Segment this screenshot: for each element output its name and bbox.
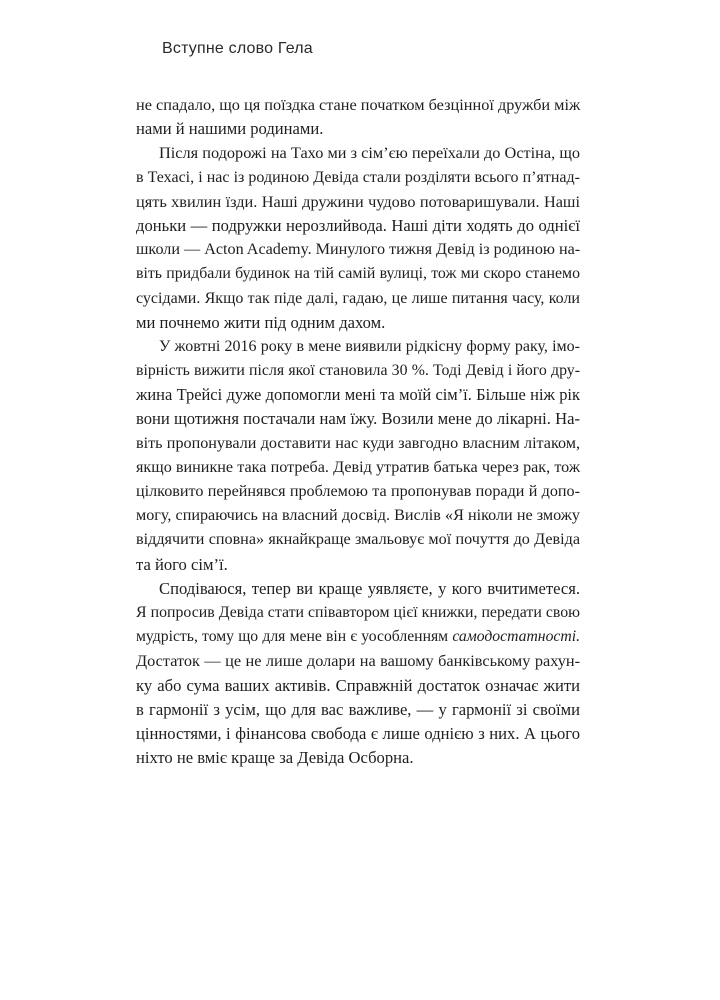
paragraph-2 [136,141,580,335]
text-line: сусідами. Якщо так піде далі, гадаю, це лише питання часу, коли [136,289,580,307]
text-line: жина Трейсі дуже допомогли мені та моїй сім’ї. Більше ніж рік [136,385,580,405]
text-line: не спадало, що ця поїздка стане початком безцінної дружби між [136,95,581,114]
text-line-with-emphasis [136,625,580,649]
text-line: У жовтні 2016 року в мене виявили рідкісну форму раку, імо- [159,337,580,355]
text-line: Після подорожі на Тахо ми з сім’єю переїхали до Остіна, що [159,143,580,163]
text-line: цінностями, і фінансова свобода є лише однією з них. А цього [136,723,580,743]
text-line: вони щотижня постачали нам їжу. Возили мене до лікарні. На- [136,409,580,429]
text-line: цять хвилин їзди. Наші дружини чудово потоваришували. Наші [136,191,580,211]
text-line: Сподіваюся, тепер ви краще уявляєте, у кого вчитиметеся. [159,578,580,598]
text-line: віддячити сповна» якнайкраще змальовує мої почуття до Девіда [136,531,580,549]
paragraph-3 [136,335,580,577]
text-line: могу, спираючись на власний досвід. Вислів «Я ніколи не зможу [136,507,580,525]
text-fragment: мудрість, тому що для мене він є уособленням [136,628,453,646]
text-line: доньки — подружки нерозлийвода. Наші діти ходять до однієї [136,215,580,235]
running-head: Вступне слово Гела [162,40,313,57]
text-line: цілковито перейнявся проблемою та пропонував поради й допо- [136,483,580,500]
text-line: нами й нашими родинами. [136,119,324,139]
text-line: ми почнемо жити під одним дахом. [136,312,386,332]
emphasis-word: самодостатності. [452,628,580,646]
text-line: вірність вижити після якої становила 30 %. Тоді Девід і його дру- [136,362,580,380]
text-line: Достаток — це не лише долари на вашому банківському рахун- [136,651,580,671]
text-line: віть пропонували доставити нас куди завгодно власним літаком, [136,434,580,452]
body-text [136,93,580,770]
text-line: ку або сума ваших активів. Справжній достаток означає жити [136,675,580,695]
text-line: та його сім’ї. [136,554,228,574]
paragraph-4 [136,577,580,771]
paragraph-1 [136,93,580,141]
text-line: Я попросив Девіда стати співавтором цієї книжки, передати свою [136,603,580,621]
text-line: якщо виникне така потреба. Девід утратив батька через рак, тож [136,458,580,476]
text-line: школи — Acton Academy. Минулого тижня Девід із родиною на- [136,241,581,259]
text-line: віть придбали будинок на тій самій вулиці, тож ми скоро станемо [136,265,580,283]
text-line: в Техасі, і нас із родиною Девіда стали розділяти всього п’ятнад- [136,168,580,186]
text-line: ніхто не вміє краще за Девіда Осборна. [136,748,414,768]
text-line: в гармонії з усім, що для вас важливе, — у гармонії зі своїми [136,699,580,719]
